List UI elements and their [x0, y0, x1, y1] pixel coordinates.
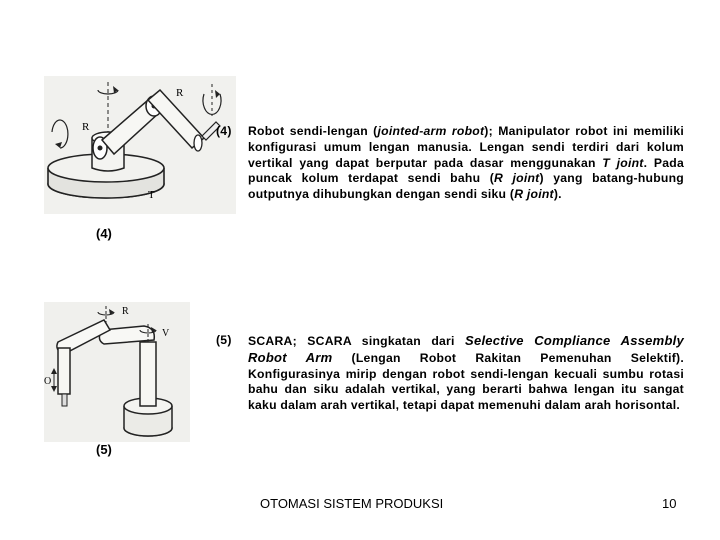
term-r-joint: R joint — [514, 187, 554, 202]
axis-label-r-shoulder: R — [82, 121, 90, 133]
figure-scara-robot — [44, 302, 190, 442]
paragraph-title: Robot sendi-lengan ( — [248, 124, 378, 138]
footer-title: OTOMASI SISTEM PRODUKSI — [260, 496, 444, 511]
paragraph-text: . Pada puncak kolum terdapat sendi bahu ( — [248, 155, 684, 186]
axis-label-t: T — [148, 189, 155, 201]
paragraph-number: (5) — [216, 333, 232, 347]
figure-jointed-arm-robot — [44, 76, 236, 214]
paragraph-number: (4) — [216, 124, 232, 138]
figure-5-label: (5) — [96, 442, 112, 457]
scara-axis-label-r: R — [122, 306, 129, 317]
term-r-joint: R joint — [494, 171, 540, 186]
paragraph-body — [248, 124, 684, 203]
jointed-arm-robot-illustration — [44, 76, 236, 214]
paragraph-text: ). — [553, 187, 562, 202]
figure-4-label: (4) — [96, 226, 112, 241]
paragraph-text: (Lengan Robot Rakitan Pemenuhan Selektif). Konfigurasinya mirip dengan robot sendi-lengan kecuali sumbu rotasi bahu dan siku adalah vertikal, yang berarti bahwa lengan itu sangat kaku dalam arah vertikal, tetapi dapat memenuhi dalam arah horisontal. — [248, 350, 684, 413]
slide-footer — [0, 496, 720, 512]
paragraph-title: SCARA; — [248, 334, 297, 348]
paragraph-jointed-arm-robot — [216, 124, 684, 203]
paragraph-title-end: ); — [484, 124, 493, 138]
scara-axis-label-v: V — [162, 328, 170, 339]
paragraph-text: ) yang batang-hubung outputnya dihubungkan dengan sendi siku ( — [248, 171, 684, 202]
paragraph-text: Manipulator robot ini memiliki konfigurasi umum lengan manusia. Lengan sendi terdiri dari kolum vertikal yang dapat berputar pada dasar menggunakan — [248, 124, 684, 170]
scara-axis-label-o: O — [44, 376, 52, 387]
term-selective-compliance: Selective Compliance Assembly Robot Arm — [248, 333, 684, 365]
term-t-joint: T joint — [602, 155, 644, 170]
paragraph-scara — [216, 333, 684, 414]
paragraph-body — [248, 333, 684, 414]
scara-robot-illustration — [44, 302, 190, 442]
paragraph-title-italic: jointed-arm robot — [377, 124, 485, 138]
page-number: 10 — [662, 496, 677, 511]
paragraph-text: SCARA singkatan dari — [296, 334, 466, 348]
axis-label-r: R — [176, 87, 184, 99]
